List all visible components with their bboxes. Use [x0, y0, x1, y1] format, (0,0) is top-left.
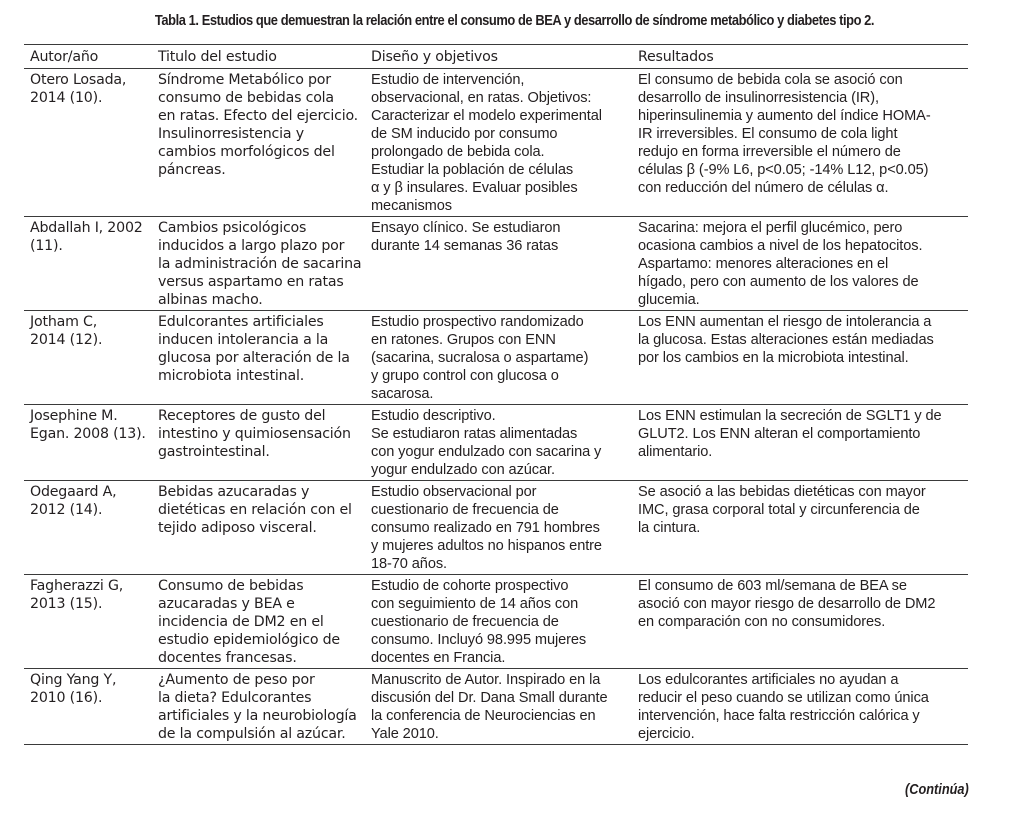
cell-text-line: albinas macho. — [158, 292, 263, 308]
table-row — [24, 405, 968, 481]
cell-study-title — [152, 69, 365, 217]
cell-text-line: sacarosa. — [371, 386, 434, 402]
table-body — [24, 69, 968, 745]
cell-text-line: en ratas. Efecto del ejercicio. — [158, 108, 358, 124]
cell-text-line: asoció con mayor riesgo de desarrollo de DM2 — [638, 596, 936, 612]
cell-study-title — [152, 669, 365, 745]
cell-text-line: hiperinsulinemia y aumento del índice HOMA- — [638, 108, 931, 124]
cell-text-line: artificiales y la neurobiología — [158, 708, 357, 724]
cell-text-line: cuestionario de frecuencia de — [371, 502, 559, 518]
cell-text-line: con yogur endulzado con sacarina y — [371, 444, 602, 460]
cell-text-line: Estudio observacional por — [371, 484, 537, 500]
cell-text-line: 18-70 años. — [371, 556, 447, 572]
cell-text-line: gastrointestinal. — [158, 444, 270, 460]
column-header-results: Resultados — [638, 49, 714, 65]
cell-text-line: Estudiar la población de células — [371, 162, 574, 178]
cell-text-line: ¿Aumento de peso por — [158, 672, 315, 688]
cell-text-line: Edulcorantes artificiales — [158, 314, 324, 330]
cell-text-line: redujo en forma irreversible el número de — [638, 144, 901, 160]
cell-text-line: Consumo de bebidas — [158, 578, 304, 594]
cell-text-line: la glucosa. Estas alteraciones están mediadas — [638, 332, 934, 348]
cell-text-line: y mujeres adultos no hispanos entre — [371, 538, 602, 554]
cell-text-line: Cambios psicológicos — [158, 220, 307, 236]
cell-results — [632, 669, 968, 745]
cell-text-line: desarrollo de insulinorresistencia (IR), — [638, 90, 879, 106]
table-row — [24, 669, 968, 745]
cell-text-line: Odegaard A, — [30, 484, 117, 500]
cell-text-line: Los ENN estimulan la secreción de SGLT1 y de — [638, 408, 942, 424]
cell-text-line: intervención, hace falta restricción calórica y — [638, 708, 920, 724]
cell-text-line: IR irreversibles. El consumo de cola light — [638, 126, 898, 142]
cell-text-line: (11). — [30, 238, 63, 254]
cell-design-objectives — [365, 405, 632, 481]
cell-text-line: Egan. 2008 (13). — [30, 426, 146, 442]
cell-design-objectives — [365, 575, 632, 669]
cell-text-line: Estudio de intervención, — [371, 72, 525, 88]
cell-design-objectives — [365, 69, 632, 217]
cell-design-objectives — [365, 217, 632, 311]
cell-results — [632, 69, 968, 217]
cell-author — [24, 217, 152, 311]
cell-study-title — [152, 575, 365, 669]
cell-study-title — [152, 311, 365, 405]
cell-text-line: (sacarina, sucralosa o aspartame) — [371, 350, 589, 366]
cell-text-line: tejido adiposo visceral. — [158, 520, 317, 536]
cell-author — [24, 405, 152, 481]
cell-author — [24, 575, 152, 669]
cell-text-line: yogur endulzado con azúcar. — [371, 462, 555, 478]
cell-text-line: α y β insulares. Evaluar posibles — [371, 180, 578, 196]
cell-study-title — [152, 217, 365, 311]
cell-text-line: Fagherazzi G, — [30, 578, 124, 594]
cell-text-line: mecanismos — [371, 198, 452, 214]
cell-text-line: reducir el peso cuando se utilizan como única — [638, 690, 929, 706]
cell-text-line: alimentario. — [638, 444, 713, 460]
cell-results — [632, 217, 968, 311]
cell-text-line: Se asoció a las bebidas dietéticas con mayor — [638, 484, 926, 500]
cell-text-line: por los cambios en la microbiota intestinal. — [638, 350, 909, 366]
cell-text-line: Otero Losada, — [30, 72, 127, 88]
cell-text-line: en comparación con no consumidores. — [638, 614, 886, 630]
cell-text-line: Estudio de cohorte prospectivo — [371, 578, 569, 594]
cell-text-line: prolongado de bebida cola. — [371, 144, 545, 160]
cell-text-line: consumo de bebidas cola — [158, 90, 334, 106]
cell-design-objectives — [365, 669, 632, 745]
cell-text-line: con reducción del número de células α. — [638, 180, 889, 196]
cell-text-line: Estudio descriptivo. — [371, 408, 496, 424]
cell-text-line: consumo realizado en 791 hombres — [371, 520, 600, 536]
cell-text-line: cuestionario de frecuencia de — [371, 614, 559, 630]
cell-study-title — [152, 481, 365, 575]
cell-text-line: con seguimiento de 14 años con — [371, 596, 579, 612]
cell-text-line: GLUT2. Los ENN alteran el comportamiento — [638, 426, 921, 442]
cell-author — [24, 669, 152, 745]
cell-text-line: El consumo de 603 ml/semana de BEA se — [638, 578, 907, 594]
cell-text-line: El consumo de bebida cola se asoció con — [638, 72, 903, 88]
table-header-row — [24, 45, 968, 69]
cell-text-line: Sacarina: mejora el perfil glucémico, pero — [638, 220, 903, 236]
cell-text-line: 2010 (16). — [30, 690, 103, 706]
cell-text-line: observacional, en ratas. Objetivos: — [371, 90, 592, 106]
cell-text-line: microbiota intestinal. — [158, 368, 305, 384]
cell-text-line: intestino y quimiosensación — [158, 426, 351, 442]
column-header-design: Diseño y objetivos — [371, 49, 498, 65]
table-row — [24, 575, 968, 669]
cell-text-line: Bebidas azucaradas y — [158, 484, 310, 500]
cell-text-line: docentes en Francia. — [371, 650, 506, 666]
cell-text-line: discusión del Dr. Dana Small durante — [371, 690, 608, 706]
cell-text-line: de SM inducido por consumo — [371, 126, 558, 142]
cell-text-line: Receptores de gusto del — [158, 408, 326, 424]
cell-text-line: Ensayo clínico. Se estudiaron — [371, 220, 561, 236]
cell-author — [24, 481, 152, 575]
cell-results — [632, 575, 968, 669]
cell-text-line: Qing Yang Y, — [30, 672, 117, 688]
table-row — [24, 217, 968, 311]
cell-text-line: Caracterizar el modelo experimental — [371, 108, 602, 124]
studies-table — [24, 44, 968, 745]
table-row — [24, 69, 968, 217]
cell-author — [24, 69, 152, 217]
cell-text-line: células β (-9% L6, p<0.05; -14% L12, p<0.05) — [638, 162, 929, 178]
cell-text-line: azucaradas y BEA e — [158, 596, 295, 612]
cell-text-line: ejercicio. — [638, 726, 695, 742]
cell-text-line: dietéticas en relación con el — [158, 502, 352, 518]
table-row — [24, 481, 968, 575]
cell-design-objectives — [365, 481, 632, 575]
cell-text-line: estudio epidemiológico de — [158, 632, 340, 648]
cell-text-line: inducidos a largo plazo por — [158, 238, 345, 254]
cell-text-line: la dieta? Edulcorantes — [158, 690, 312, 706]
column-header-author: Autor/año — [30, 49, 99, 65]
cell-text-line: incidencia de DM2 en el — [158, 614, 324, 630]
cell-text-line: consumo. Incluyó 98.995 mujeres — [371, 632, 587, 648]
cell-text-line: 2013 (15). — [30, 596, 103, 612]
cell-study-title — [152, 405, 365, 481]
cell-text-line: Los edulcorantes artificiales no ayudan a — [638, 672, 899, 688]
cell-text-line: hígado, pero con aumento de los valores de — [638, 274, 919, 290]
cell-text-line: durante 14 semanas 36 ratas — [371, 238, 559, 254]
cell-text-line: glucosa por alteración de la — [158, 350, 350, 366]
cell-design-objectives — [365, 311, 632, 405]
cell-text-line: 2014 (10). — [30, 90, 103, 106]
cell-results — [632, 405, 968, 481]
table-title: Tabla 1. Estudios que demuestran la relación entre el consumo de BEA y desarrollo de síndrome metabólico y diabetes tipo 2. — [154, 12, 875, 29]
table-row — [24, 311, 968, 405]
cell-text-line: la cintura. — [638, 520, 701, 536]
cell-text-line: 2014 (12). — [30, 332, 103, 348]
cell-text-line: la administración de sacarina — [158, 256, 362, 272]
cell-text-line: y grupo control con glucosa o — [371, 368, 559, 384]
column-header-title: Titulo del estudio — [158, 49, 277, 65]
cell-text-line: inducen intolerancia a la — [158, 332, 329, 348]
cell-text-line: Yale 2010. — [371, 726, 439, 742]
cell-text-line: Manuscrito de Autor. Inspirado en la — [371, 672, 601, 688]
cell-text-line: páncreas. — [158, 162, 226, 178]
cell-text-line: Los ENN aumentan el riesgo de intolerancia a — [638, 314, 932, 330]
cell-text-line: glucemia. — [638, 292, 700, 308]
cell-results — [632, 311, 968, 405]
cell-text-line: Abdallah I, 2002 — [30, 220, 143, 236]
continuation-note: (Continúa) — [905, 782, 969, 798]
cell-text-line: 2012 (14). — [30, 502, 103, 518]
cell-text-line: IMC, grasa corporal total y circunferencia de — [638, 502, 920, 518]
cell-text-line: Aspartamo: menores alteraciones en el — [638, 256, 889, 272]
cell-text-line: Síndrome Metabólico por — [158, 72, 331, 88]
cell-text-line: de la compulsión al azúcar. — [158, 726, 346, 742]
cell-text-line: Insulinorresistencia y — [158, 126, 304, 142]
cell-text-line: Estudio prospectivo randomizado — [371, 314, 584, 330]
cell-text-line: Se estudiaron ratas alimentadas — [371, 426, 578, 442]
cell-text-line: versus aspartamo en ratas — [158, 274, 344, 290]
cell-text-line: la conferencia de Neurociencias en — [371, 708, 596, 724]
cell-text-line: cambios morfológicos del — [158, 144, 335, 160]
cell-text-line: en ratones. Grupos con ENN — [371, 332, 556, 348]
cell-author — [24, 311, 152, 405]
cell-text-line: docentes francesas. — [158, 650, 297, 666]
cell-text-line: Jotham C, — [30, 314, 98, 330]
cell-results — [632, 481, 968, 575]
cell-text-line: Josephine M. — [30, 408, 118, 424]
cell-text-line: ocasiona cambios a nivel de los hepatocitos. — [638, 238, 923, 254]
